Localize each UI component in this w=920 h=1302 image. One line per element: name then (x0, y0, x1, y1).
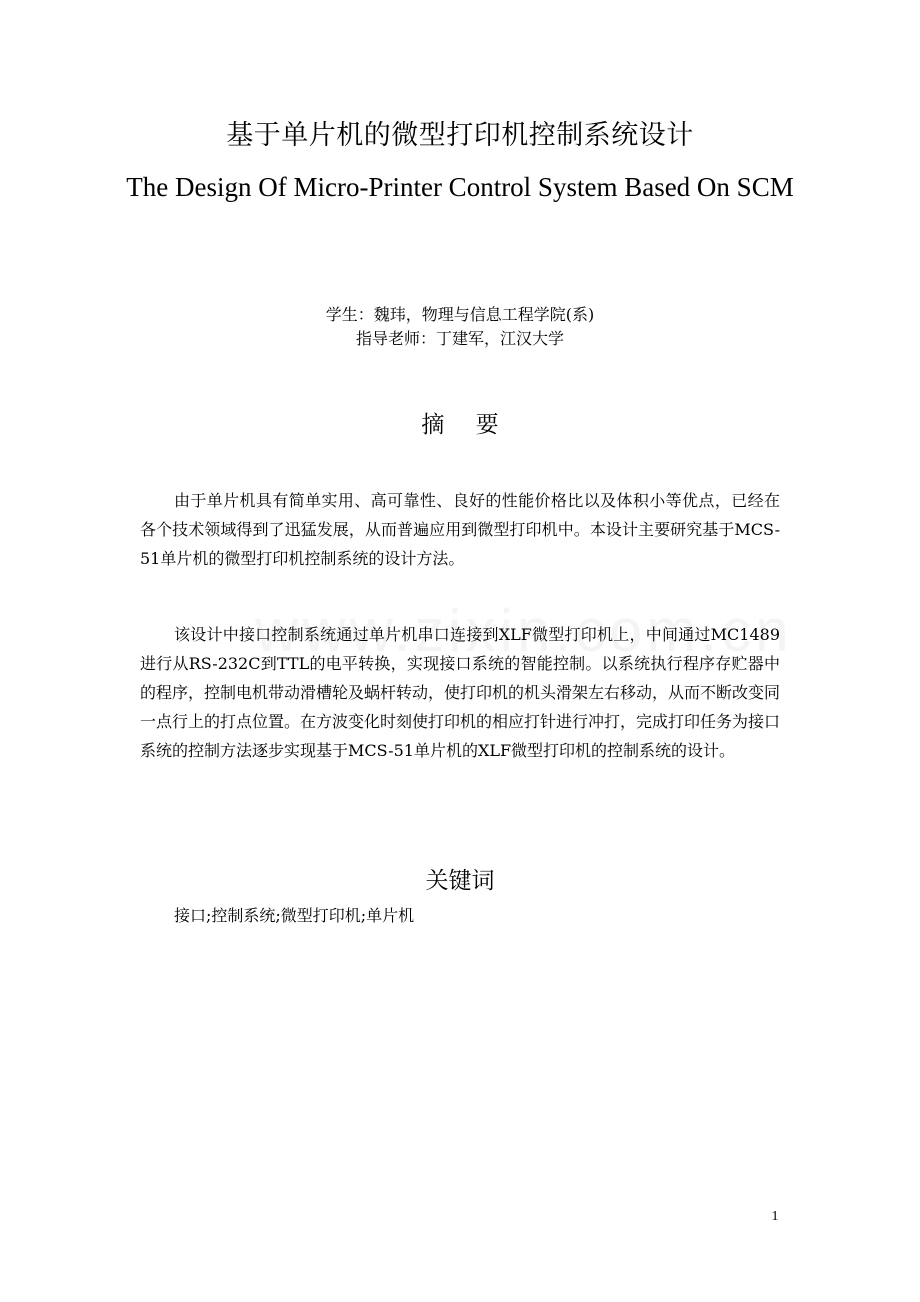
chinese-title: 基于单片机的微型打印机控制系统设计 (226, 120, 694, 151)
english-title: The Design Of Micro-Printer Control System Based On SCM (126, 172, 794, 202)
student-info: 学生：魏玮，物理与信息工程学院(系) (325, 305, 595, 324)
keywords-list: 接口;控制系统;微型打印机;单片机 (174, 906, 415, 925)
abstract-paragraph: 该设计中接口控制系统通过单片机串口连接到XLF微型打印机上，中间通过MC1489进行从RS-232C到TTL的电平转换，实现接口系统的智能控制。以系统执行程序存贮器中的程序，控制电机带动滑槽轮及蜗杆转动，使打印机的机头滑架左右移动，从而不断改变同一点行上的打点位置。在方波变化时刻使打印机的相应打针进行冲打，完成打印任务为接口系统的控制方法逐步实现基于MCS-51单片机的XLF微型打印机的控制系统的设计。 (140, 625, 781, 760)
keywords-heading: 关键词 (425, 868, 495, 894)
abstract-paragraph: 由于单片机具有简单实用、高可靠性、良好的性能价格比以及体积小等优点，已经在各个技术领域得到了迅猛发展，从而普遍应用到微型打印机中。本设计主要研究基于MCS-51单片机的微型打印机控制系统的设计方法。 (140, 491, 780, 568)
page-number: 1 (771, 1209, 779, 1224)
abstract-heading: 摘 要 (421, 412, 511, 438)
advisor-info: 指导老师：丁建军，江汉大学 (355, 329, 564, 348)
